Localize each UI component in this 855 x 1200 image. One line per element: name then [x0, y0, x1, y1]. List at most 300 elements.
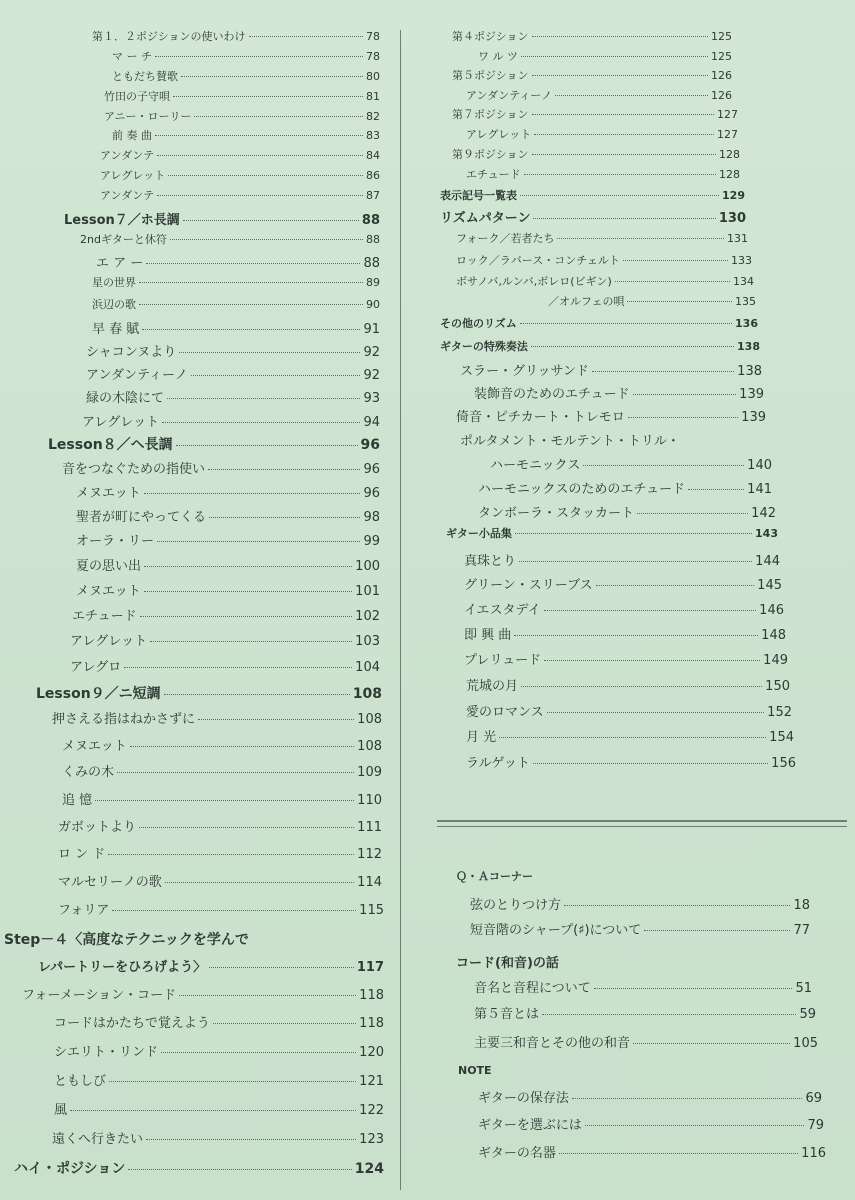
toc-entry	[466, 675, 790, 694]
toc-entry-title: マ ー チ	[112, 50, 152, 63]
dot-leader	[596, 585, 755, 586]
toc-entry-page-number: 145	[757, 578, 782, 593]
toc-entry-page-number: 131	[727, 232, 748, 245]
toc-entry-page-number: 110	[357, 793, 382, 808]
toc-entry-page-number: 149	[763, 653, 788, 668]
toc-entry	[100, 147, 380, 163]
dot-leader	[521, 686, 762, 687]
toc-entry-title: 風	[54, 1103, 68, 1118]
toc-entry	[456, 952, 700, 971]
dot-leader	[532, 114, 714, 115]
toc-entry	[452, 146, 740, 162]
dot-leader	[521, 56, 708, 57]
toc-entry-title: 装飾音のためのエチュード	[474, 387, 630, 402]
toc-entry-title: NOTE	[458, 1064, 492, 1077]
toc-entry-title: 遠くへ行きたい	[52, 1132, 144, 1147]
toc-entry-title: 倚音・ピチカート・トレモロ	[456, 410, 625, 425]
toc-entry-title: ギターの特殊奏法	[440, 340, 528, 353]
toc-entry	[456, 252, 752, 268]
toc-entry-title: 第４ポジション	[452, 30, 529, 43]
toc-entry-page-number: 86	[366, 169, 380, 182]
toc-entry	[76, 580, 380, 599]
toc-entry	[464, 574, 782, 593]
dot-leader	[519, 561, 752, 562]
toc-entry-page-number: 128	[719, 148, 740, 161]
dot-leader	[130, 746, 354, 747]
dot-leader	[209, 517, 360, 518]
toc-entry	[440, 315, 758, 331]
toc-entry	[92, 28, 380, 44]
toc-entry	[470, 919, 810, 938]
toc-entry	[464, 599, 784, 618]
toc-entry-title: 表示記号一覧表	[440, 189, 517, 202]
dot-leader	[146, 263, 360, 264]
dot-leader	[520, 195, 719, 196]
toc-entry-title: 第７ポジション	[452, 108, 529, 121]
dot-leader	[139, 282, 363, 283]
toc-entry-page-number: 105	[793, 1036, 818, 1051]
toc-entry	[86, 364, 380, 383]
dot-leader	[155, 56, 363, 57]
toc-entry-page-number: 88	[361, 213, 380, 228]
toc-entry	[82, 411, 380, 430]
dot-leader	[572, 1098, 803, 1099]
dot-leader	[191, 375, 361, 376]
toc-entry-title: アレグレット	[82, 415, 160, 430]
toc-entry-title: ロック／ラバース・コンチェルト	[456, 254, 620, 267]
toc-entry-page-number: 108	[357, 739, 382, 754]
toc-entry-title: コード(和音)の話	[456, 956, 559, 971]
dot-leader	[179, 995, 356, 996]
dot-leader	[162, 422, 360, 423]
dot-leader	[544, 610, 757, 611]
toc-entry	[104, 88, 380, 104]
toc-entry	[452, 67, 732, 83]
toc-entry-page-number: 99	[363, 534, 380, 549]
dot-leader	[542, 1014, 796, 1015]
toc-entry	[62, 735, 382, 754]
dot-leader	[628, 417, 738, 418]
toc-entry-page-number: 88	[366, 233, 380, 246]
toc-entry-page-number: 59	[799, 1007, 816, 1022]
toc-entry-page-number: 78	[366, 50, 380, 63]
dot-leader	[637, 513, 748, 514]
toc-entry-page-number: 150	[765, 679, 790, 694]
dot-leader	[155, 135, 363, 136]
toc-entry-page-number: 112	[357, 847, 382, 862]
dot-leader	[633, 394, 737, 395]
toc-entry-page-number: 134	[733, 275, 754, 288]
toc-entry	[456, 868, 700, 884]
toc-entry-page-number: 96	[360, 437, 380, 453]
column-divider	[400, 30, 401, 1190]
toc-entry-title: プレリュード	[464, 653, 542, 668]
toc-entry	[464, 649, 788, 668]
toc-entry	[478, 1087, 822, 1106]
toc-entry-title: アンダンテ	[100, 189, 155, 202]
toc-entry-title: ともだち賛歌	[112, 70, 178, 83]
toc-entry-page-number: 124	[354, 1161, 384, 1177]
toc-entry-page-number: 148	[761, 628, 786, 643]
dot-leader	[534, 134, 714, 135]
dot-leader	[547, 712, 765, 713]
toc-entry-title: ハーモニックス	[490, 458, 581, 473]
toc-entry	[112, 127, 380, 143]
dot-leader	[146, 1139, 356, 1140]
dot-leader	[198, 719, 354, 720]
toc-entry-title: エチュード	[466, 168, 521, 181]
toc-entry	[456, 406, 766, 425]
toc-entry	[70, 630, 380, 649]
toc-entry	[100, 167, 380, 183]
toc-entry-title: Lesson８／ヘ長調	[48, 437, 173, 453]
toc-entry-page-number: 18	[793, 898, 810, 913]
toc-entry-page-number: 87	[366, 189, 380, 202]
toc-entry-title: ロ ン ド	[58, 847, 106, 862]
toc-entry-title: 夏の思い出	[76, 559, 142, 574]
toc-entry	[76, 555, 380, 574]
toc-entry-title: ／オルフェの唄	[548, 295, 625, 308]
toc-entry-page-number: 154	[769, 730, 794, 745]
dot-leader	[181, 76, 363, 77]
toc-entry-title: 主要三和音とその他の和音	[474, 1036, 631, 1051]
toc-entry	[474, 977, 812, 996]
toc-entry-title: ギターの名器	[478, 1146, 556, 1161]
dot-leader	[165, 882, 354, 883]
toc-entry	[80, 231, 380, 247]
toc-entry-title: ギターの保存法	[478, 1091, 569, 1106]
toc-entry-title: タンボーラ・スタッカート	[478, 506, 635, 521]
dot-leader	[167, 398, 360, 399]
toc-entry-title: フォーク／若者たち	[456, 232, 555, 245]
toc-entry-page-number: 133	[731, 254, 752, 267]
toc-entry-page-number: 120	[359, 1045, 384, 1060]
toc-entry-title: 前 奏 曲	[112, 129, 152, 142]
toc-entry-title: 荒城の月	[466, 679, 519, 694]
toc-entry-title: 第５ポジション	[452, 69, 529, 82]
toc-entry	[478, 1142, 826, 1161]
toc-entry-page-number: 83	[366, 129, 380, 142]
toc-entry	[72, 605, 380, 624]
toc-entry	[86, 387, 380, 406]
toc-entry-page-number: 116	[801, 1146, 826, 1161]
toc-entry-page-number: 117	[356, 960, 384, 975]
dot-leader	[514, 635, 758, 636]
toc-entry-page-number: 118	[359, 988, 384, 1003]
toc-entry	[474, 1003, 816, 1022]
toc-entry-page-number: 114	[357, 875, 382, 890]
toc-entry-page-number: 135	[735, 295, 756, 308]
dot-leader	[585, 1125, 805, 1126]
toc-entry-title: コードはかたちで覚えよう	[54, 1016, 210, 1031]
toc-entry-page-number: 51	[795, 981, 812, 996]
toc-entry-page-number: 111	[357, 820, 382, 835]
toc-entry	[62, 789, 382, 808]
toc-entry-title: シャコンヌより	[86, 345, 177, 360]
toc-entry-title: 聖者が町にやってくる	[76, 510, 207, 525]
dot-leader	[249, 36, 363, 37]
toc-entry-title: 音名と音程について	[474, 981, 591, 996]
dot-leader	[544, 660, 760, 661]
dot-leader	[144, 566, 352, 567]
toc-entry-title: メヌエット	[76, 486, 141, 501]
toc-entry-title: メヌエット	[76, 584, 141, 599]
dot-leader	[524, 174, 716, 175]
toc-entry-title: ワ ル ツ	[478, 50, 518, 63]
toc-entry	[86, 341, 380, 360]
toc-entry-title: 星の世界	[92, 276, 136, 289]
toc-entry-title: アンダンティーノ	[86, 368, 188, 383]
dot-leader	[532, 36, 708, 37]
dot-leader	[644, 930, 790, 931]
dot-leader	[150, 641, 352, 642]
toc-entry	[104, 108, 380, 124]
toc-entry	[100, 187, 380, 203]
toc-entry	[92, 318, 380, 337]
toc-entry-page-number: 80	[366, 70, 380, 83]
toc-entry	[36, 683, 382, 703]
toc-entry-page-number: 140	[747, 458, 772, 473]
toc-entry-page-number: 125	[711, 50, 732, 63]
toc-entry-title: アンダンテ	[100, 149, 155, 162]
dot-leader	[144, 493, 361, 494]
toc-entry	[452, 28, 732, 44]
toc-entry-page-number: 142	[751, 506, 776, 521]
toc-entry	[112, 68, 380, 84]
toc-entry	[548, 293, 756, 309]
toc-entry-title: 第９ポジション	[452, 148, 529, 161]
dot-leader	[144, 591, 352, 592]
dot-leader	[170, 239, 363, 240]
toc-entry	[14, 1158, 384, 1178]
toc-entry-page-number: 130	[718, 211, 746, 226]
toc-entry	[76, 482, 380, 501]
toc-entry	[96, 252, 380, 271]
toc-entry	[440, 187, 745, 203]
dot-leader	[173, 96, 363, 97]
toc-entry-title: 音をつなぐための指使い	[62, 462, 206, 477]
toc-entry	[464, 624, 786, 643]
toc-entry	[446, 525, 778, 541]
toc-entry-page-number: 77	[793, 923, 810, 938]
toc-entry-page-number: 139	[739, 387, 764, 402]
dot-leader	[112, 910, 356, 911]
dot-leader	[559, 1153, 798, 1154]
toc-entry-title: ポルタメント・モルテント・トリル・	[460, 434, 680, 449]
dot-leader	[592, 371, 734, 372]
toc-entry-page-number: 139	[741, 410, 766, 425]
toc-entry-title: ともしび	[54, 1074, 107, 1089]
toc-entry-title: Lesson７／ホ長調	[64, 213, 180, 228]
toc-entry-page-number: 127	[717, 108, 738, 121]
toc-entry-title: 即 興 曲	[464, 628, 512, 643]
toc-entry-title: メヌエット	[62, 739, 127, 754]
toc-entry	[440, 207, 746, 226]
toc-entry-page-number: 102	[355, 609, 380, 624]
toc-entry	[54, 1041, 384, 1060]
dot-leader	[557, 238, 724, 239]
toc-entry-title: 竹田の子守唄	[104, 90, 170, 103]
toc-entry	[452, 106, 738, 122]
toc-entry	[52, 708, 382, 727]
toc-entry	[4, 929, 384, 949]
toc-entry	[464, 550, 780, 569]
toc-entry-page-number: 121	[359, 1074, 384, 1089]
toc-entry	[466, 726, 794, 745]
toc-entry-title: マルセリーノの歌	[58, 875, 162, 890]
toc-entry-title: リズムパターン	[440, 211, 531, 226]
toc-entry	[478, 502, 776, 521]
toc-entry	[58, 843, 382, 862]
toc-entry	[466, 701, 792, 720]
dot-leader	[176, 445, 358, 446]
toc-entry-title: エチュード	[72, 609, 137, 624]
dot-leader	[142, 329, 360, 330]
dot-leader	[520, 323, 732, 324]
toc-entry	[58, 899, 384, 918]
dot-leader	[128, 1169, 351, 1170]
toc-entry-title: 短音階のシャープ(♯)について	[470, 923, 642, 938]
dot-leader	[627, 301, 732, 302]
toc-entry-title: Lesson９／ニ短調	[36, 686, 161, 702]
toc-entry-page-number: 108	[357, 712, 382, 727]
dot-leader	[183, 220, 359, 221]
toc-entry-page-number: 92	[363, 345, 380, 360]
dot-leader	[108, 854, 354, 855]
toc-entry-title: ハーモニックスのためのエチュード	[478, 482, 685, 497]
toc-entry	[460, 360, 762, 379]
toc-entry-page-number: 141	[747, 482, 772, 497]
toc-entry-page-number: 129	[722, 189, 745, 202]
toc-entry-title: ギター小品集	[446, 527, 512, 540]
toc-entry-page-number: 100	[355, 559, 380, 574]
dot-leader	[179, 352, 360, 353]
toc-entry-page-number: 69	[805, 1091, 822, 1106]
toc-entry	[474, 383, 764, 402]
toc-entry	[490, 454, 772, 473]
dot-leader	[623, 260, 728, 261]
toc-entry-page-number: 122	[359, 1103, 384, 1118]
dot-leader	[157, 541, 360, 542]
toc-entry-title: 緑の木陰にて	[86, 391, 165, 406]
toc-entry-page-number: 125	[711, 30, 732, 43]
dot-leader	[161, 1052, 356, 1053]
dot-leader	[688, 489, 744, 490]
toc-entry-page-number: 96	[363, 486, 380, 501]
toc-entry-page-number: 84	[366, 149, 380, 162]
toc-entry-title: グリーン・スリーブス	[464, 578, 593, 593]
toc-entry-page-number: 118	[359, 1016, 384, 1031]
toc-entry	[470, 894, 810, 913]
dot-leader	[70, 1110, 356, 1111]
toc-entry	[70, 656, 380, 675]
toc-entry-title: ガボットより	[58, 820, 137, 835]
toc-entry-page-number: 138	[737, 340, 760, 353]
toc-entry	[64, 209, 380, 228]
dot-leader	[164, 694, 350, 695]
toc-entry-title: 押さえる指はねかさずに	[52, 712, 196, 727]
toc-entry-title: フォーメーション・コード	[22, 988, 177, 1003]
toc-entry-page-number: 115	[359, 903, 384, 918]
toc-entry	[478, 1114, 824, 1133]
dot-leader	[194, 116, 363, 117]
dot-leader	[533, 218, 715, 219]
toc-entry	[62, 458, 380, 477]
toc-entry-title: 早 春 賦	[92, 322, 140, 337]
dot-leader	[533, 763, 768, 764]
toc-entry-page-number: 143	[755, 527, 778, 540]
toc-entry-title: シエリト・リンド	[54, 1045, 159, 1060]
toc-entry	[58, 871, 382, 890]
section-rule	[437, 820, 847, 827]
toc-entry-title: 真珠とり	[464, 554, 517, 569]
toc-entry-title: その他のリズム	[440, 317, 517, 330]
toc-entry-title: フォリア	[58, 903, 110, 918]
toc-entry-title: スラー・グリッサンド	[460, 364, 589, 379]
dot-leader	[564, 905, 790, 906]
toc-entry-title: 愛のロマンス	[466, 705, 544, 720]
dot-leader	[157, 195, 363, 196]
toc-entry-page-number: 90	[366, 298, 380, 311]
toc-entry-title: ギターを選ぶには	[478, 1118, 582, 1133]
toc-entry-title: イエスタデイ	[464, 603, 541, 618]
dot-leader	[140, 616, 353, 617]
toc-entry	[58, 816, 382, 835]
dot-leader	[95, 800, 354, 801]
toc-entry-title: オーラ・リー	[76, 534, 155, 549]
toc-entry-title: アレグレット	[466, 128, 532, 141]
dot-leader	[157, 155, 363, 156]
toc-entry-page-number: 144	[755, 554, 780, 569]
toc-entry-page-number: 126	[711, 69, 732, 82]
toc-entry-page-number: 81	[366, 90, 380, 103]
dot-leader	[209, 967, 354, 968]
toc-entry-page-number: 152	[767, 705, 792, 720]
toc-entry	[466, 166, 740, 182]
toc-entry-page-number: 126	[711, 89, 732, 102]
toc-entry	[460, 430, 700, 449]
toc-entry	[466, 126, 738, 142]
toc-entry	[38, 956, 384, 975]
toc-entry-title: アニー・ローリー	[104, 110, 192, 123]
dot-leader	[555, 95, 708, 96]
toc-entry	[52, 1128, 384, 1147]
dot-leader	[531, 346, 734, 347]
toc-entry	[92, 296, 380, 312]
toc-entry-page-number: 128	[719, 168, 740, 181]
dot-leader	[633, 1043, 790, 1044]
toc-entry-page-number: 88	[363, 256, 380, 271]
toc-entry-title: アレグレット	[100, 169, 166, 182]
toc-entry-page-number: 82	[366, 110, 380, 123]
toc-entry-title: Ｑ・Ａコーナー	[456, 870, 533, 883]
dot-leader	[499, 737, 766, 738]
toc-entry-title: ハイ・ポジション	[14, 1161, 126, 1177]
toc-entry-page-number: 93	[363, 391, 380, 406]
dot-leader	[139, 827, 354, 828]
toc-entry	[76, 506, 380, 525]
dot-leader	[168, 175, 363, 176]
toc-entry-page-number: 136	[735, 317, 758, 330]
toc-entry	[112, 48, 380, 64]
toc-entry-title: アンダンティーノ	[466, 89, 553, 102]
toc-entry-title: ラルゲット	[466, 756, 530, 771]
toc-entry-page-number: 146	[759, 603, 784, 618]
toc-entry-page-number: 104	[355, 660, 380, 675]
toc-entry-title: エ ア ー	[96, 256, 144, 271]
dot-leader	[532, 75, 708, 76]
toc-entry	[478, 478, 772, 497]
